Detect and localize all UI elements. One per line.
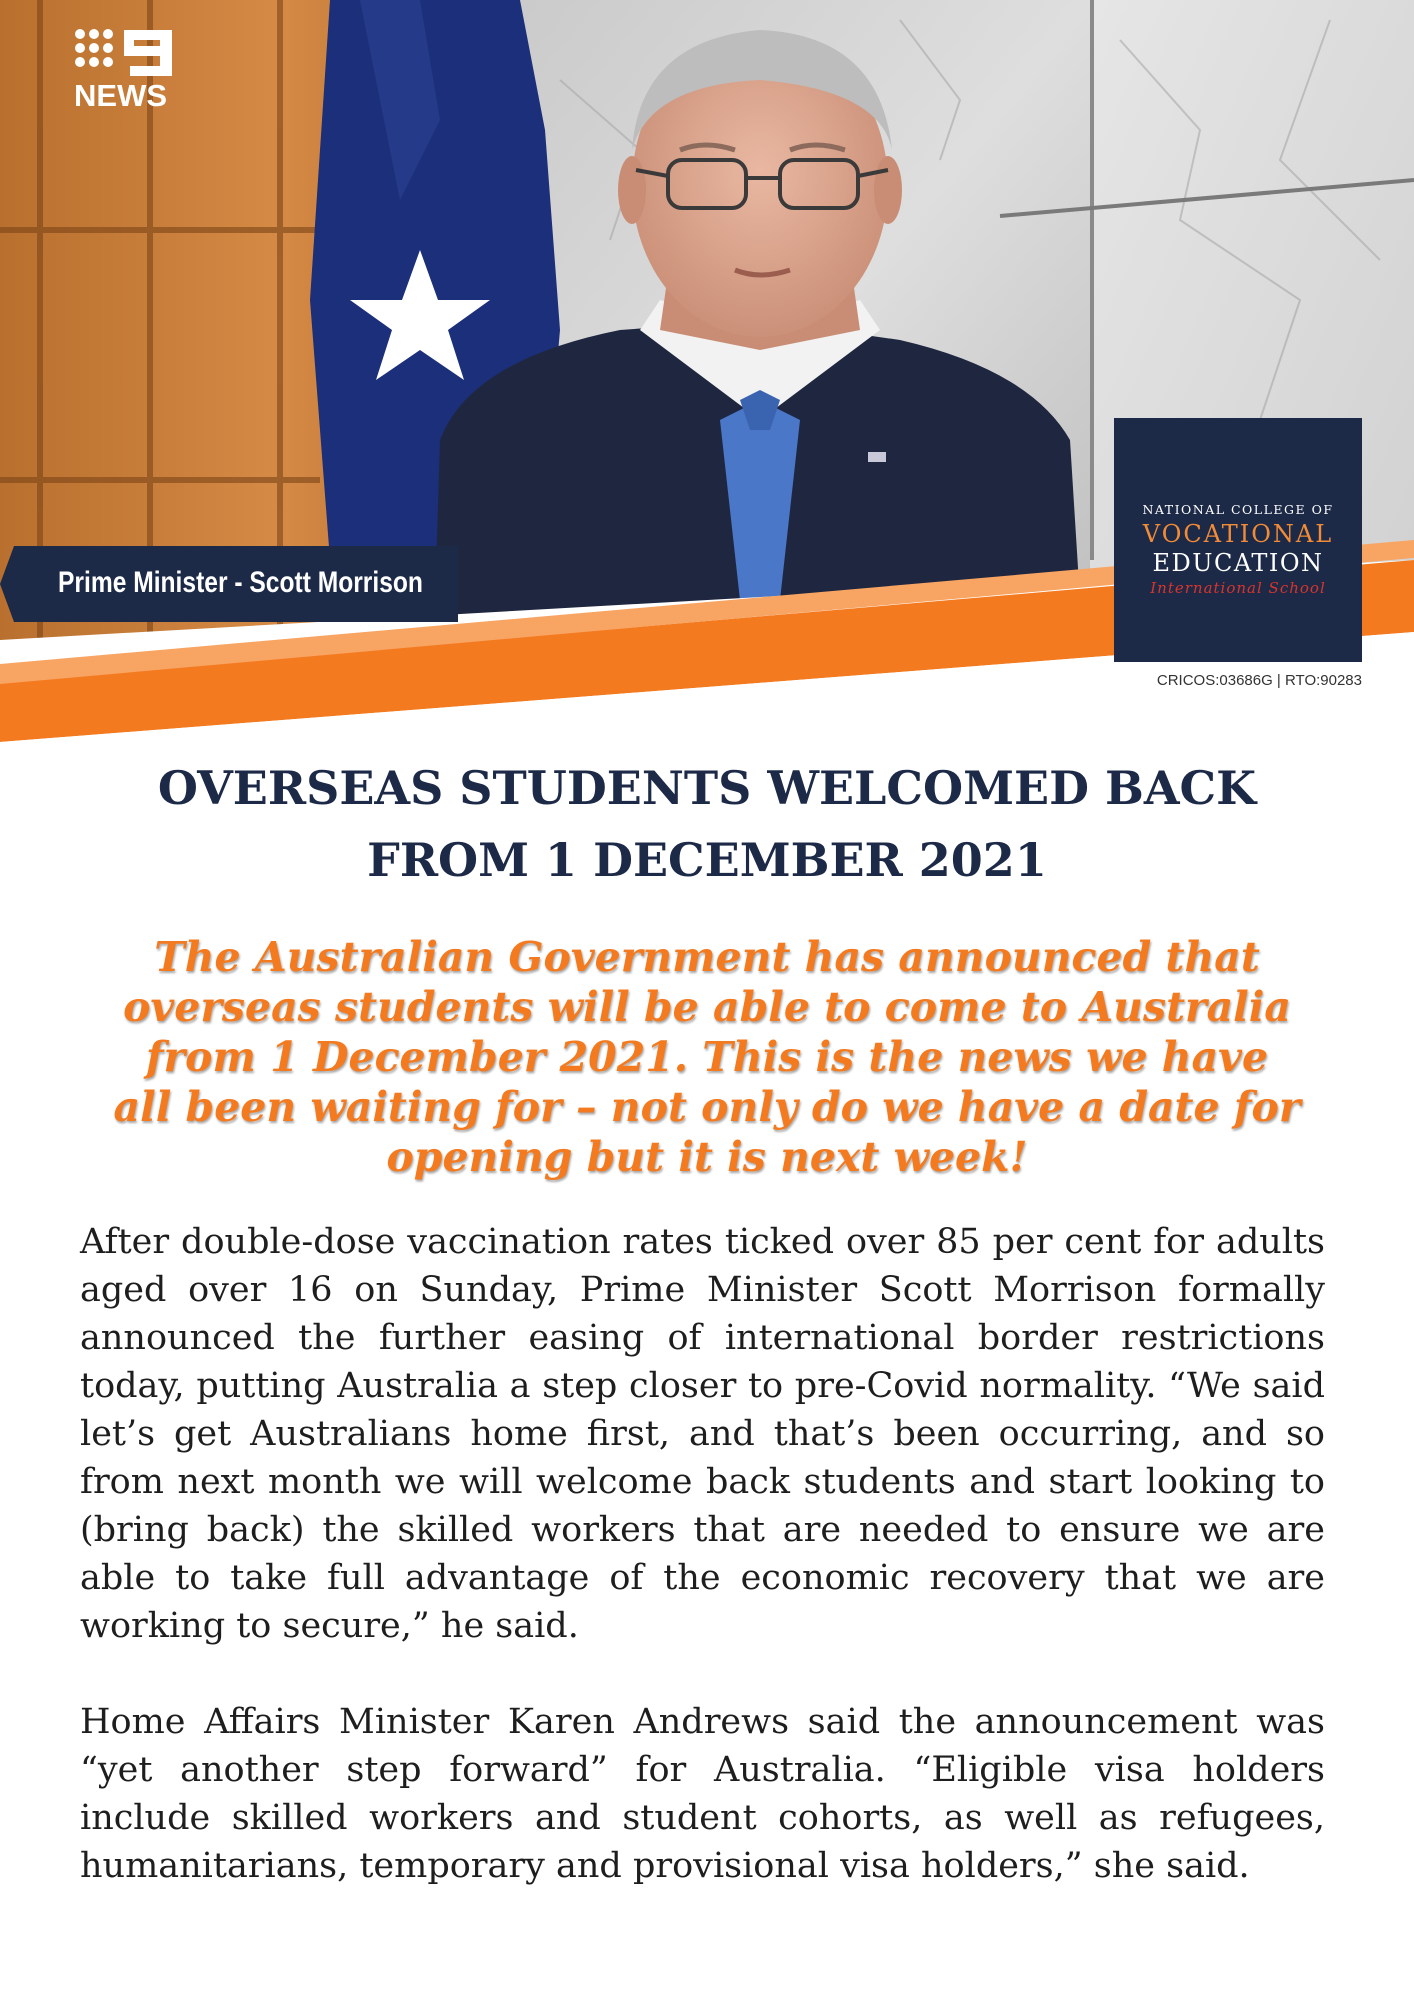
college-logo-line1: NATIONAL COLLEGE OF — [1142, 502, 1334, 517]
college-logo-line3: EDUCATION — [1152, 549, 1324, 577]
college-logo — [1114, 418, 1362, 662]
college-logo-line4: International School — [1150, 579, 1326, 597]
caption-text: Prime Minister - Scott Morrison — [58, 566, 423, 599]
article-paragraph-1: After double-dose vaccination rates ticked over 85 per cent for adults aged over 16 on Sunday, Prime Minister Scott Morrison formally announced the further easing of international border restrictions today, putting Australia a step closer to pre-Covid normality. “We said let’s get Australians home first, and that’s been occurring, and so from next month we will welcome back students and start looking to (bring back) the skilled workers that are needed to ensure we are able to take full advantage of the economic recovery that we are working to secure,” he said. — [80, 1222, 1325, 1646]
article-paragraph-2: Home Affairs Minister Karen Andrews said the announcement was “yet another step forward” for Australia. “Eligible visa holders include skilled workers and student cohorts, as well as refugees, humanitarians, temporary and provisional visa holders,” she said. — [80, 1702, 1325, 1886]
hero-photo — [0, 0, 1414, 760]
lower-third-caption — [0, 546, 458, 622]
article-lede: The Australian Government has announced that overseas students will be able to come to Australia from 1 December 2021. This is the news we have all been waiting for – not only do we have a date for opening but it is next week! — [113, 933, 1301, 1181]
college-logo-line2: VOCATIONAL — [1142, 520, 1334, 548]
article-title — [100, 752, 1314, 896]
nine-news-logo — [72, 26, 182, 113]
cricos-number: CRICOS:03686G | RTO:90283 — [1156, 672, 1362, 689]
article-title-line2: FROM 1 DECEMBER 2021 — [367, 833, 1047, 887]
news-wordmark: NEWS — [74, 78, 167, 113]
article-title-line1: OVERSEAS STUDENTS WELCOMED BACK — [157, 761, 1257, 815]
nine-logo-icon — [72, 26, 180, 80]
